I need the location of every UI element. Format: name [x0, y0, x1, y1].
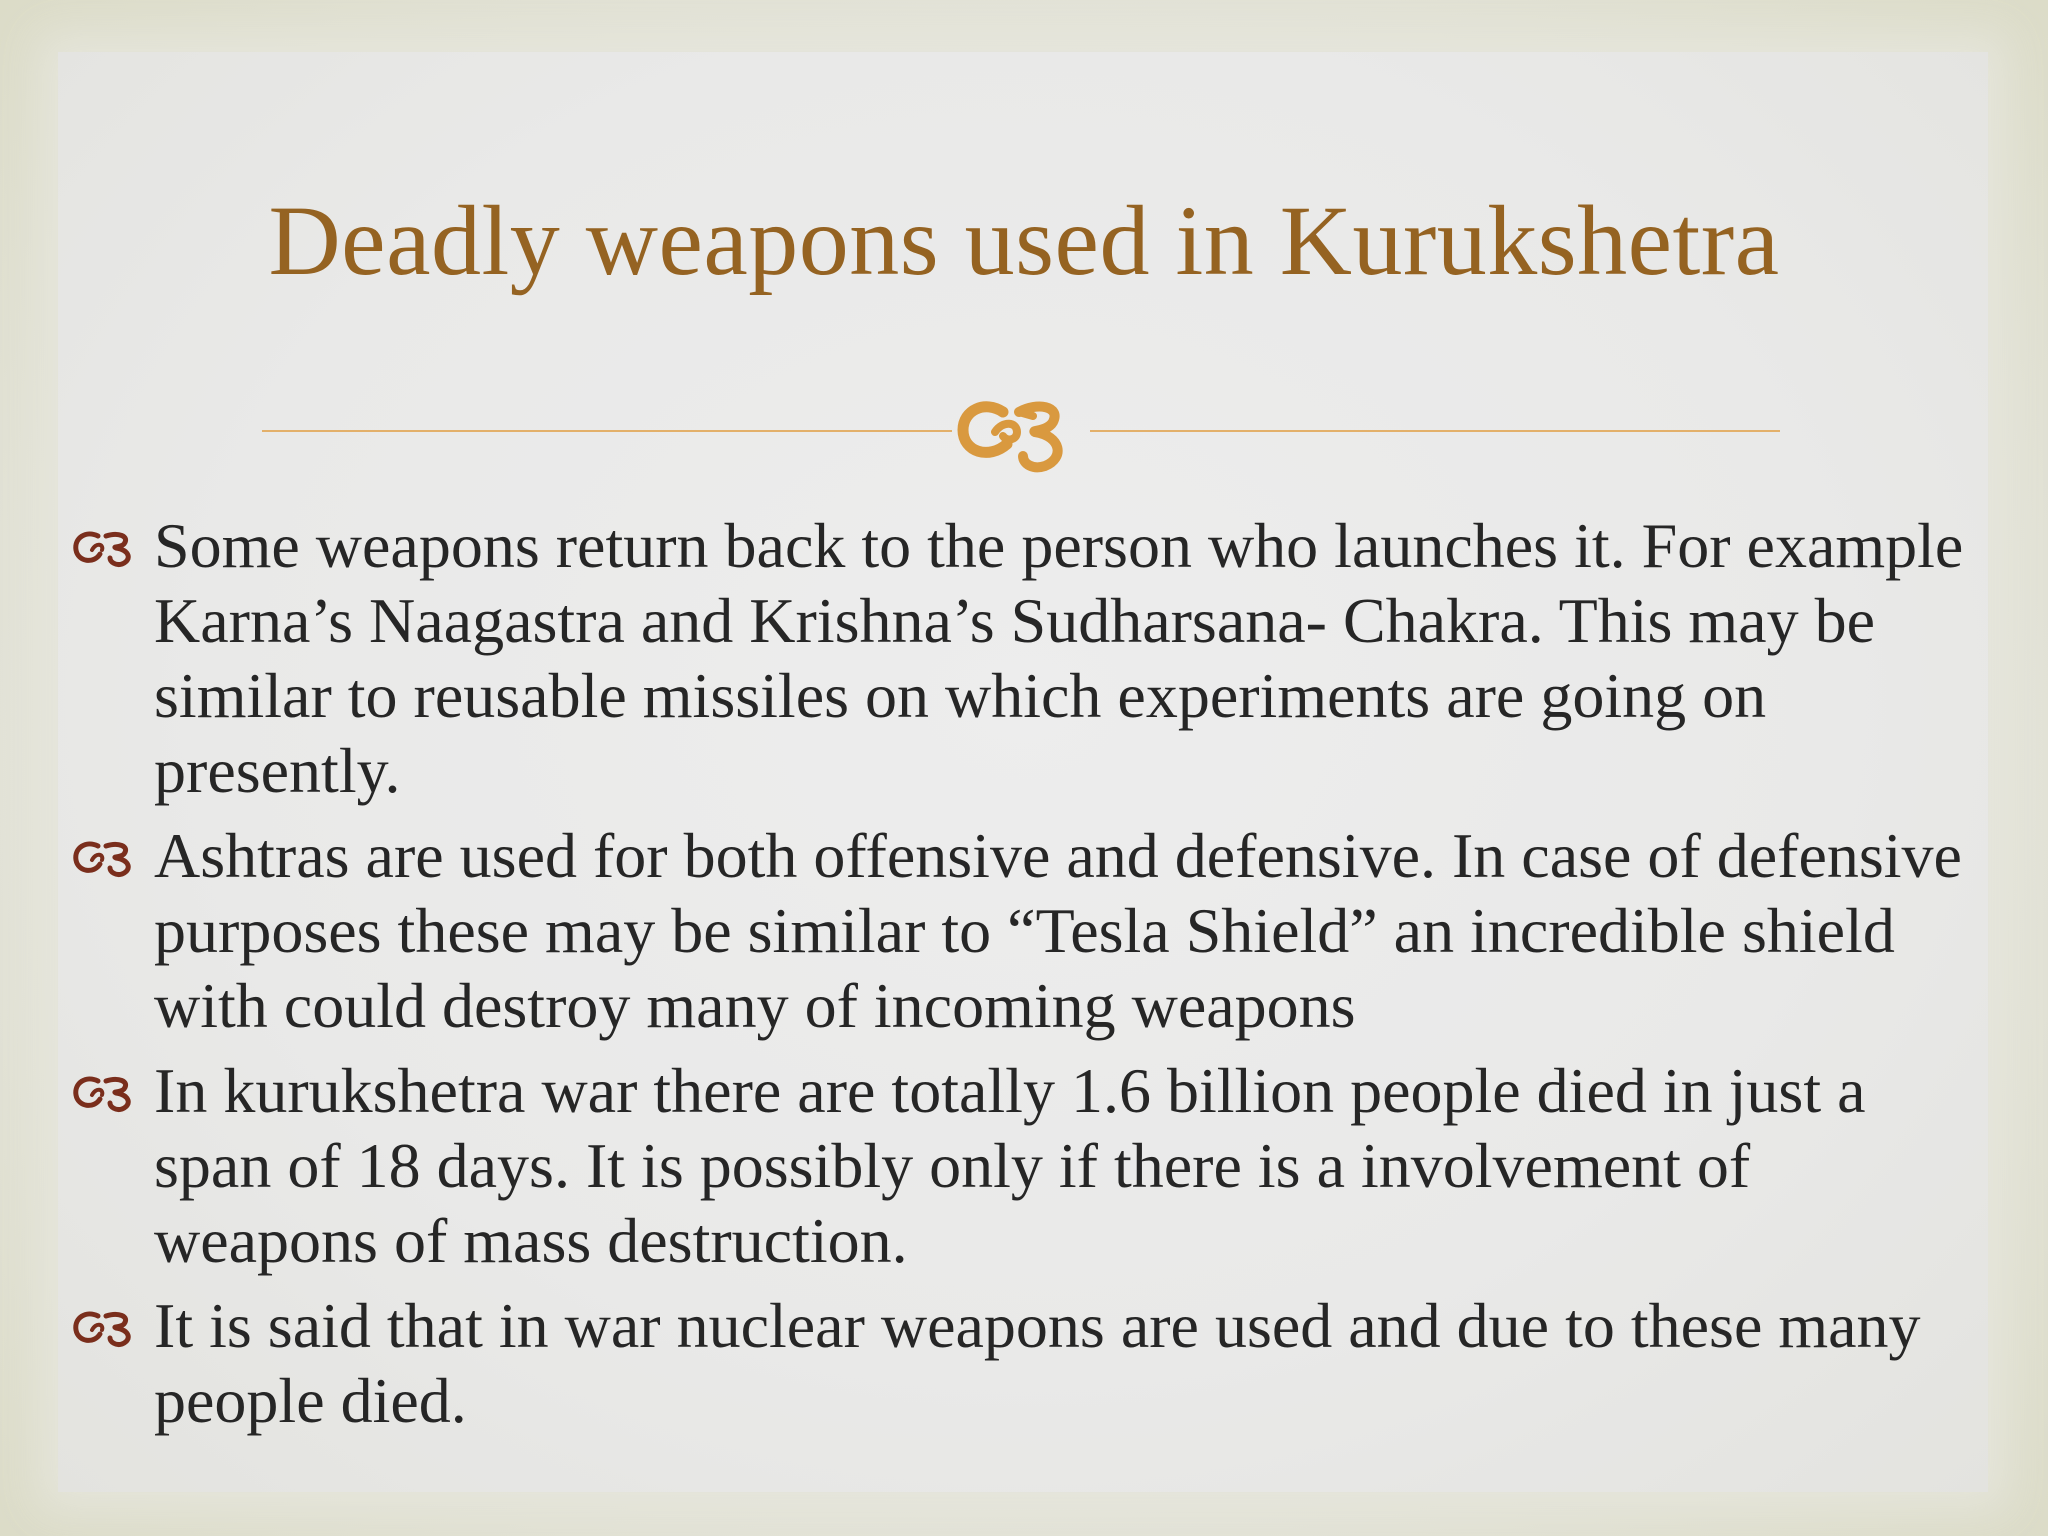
bullet-text: Some weapons return back to the person who launches it. For example Karna’s Naagastra and Krishna’s Sudharsana- Chakra. This may be similar to reusable missiles on which experiments are going on presently.	[154, 510, 1964, 806]
divider-line-left	[262, 430, 952, 432]
curl-bullet-icon	[72, 1073, 136, 1113]
bullet-text: In kurukshetra war there are totally 1.6 billion people died in just a span of 18 days. It is possibly only if there is a involvement of weapons of mass destruction.	[154, 1055, 1866, 1276]
bullet-list	[70, 508, 1970, 1448]
bullet-text: Ashtras are used for both offensive and defensive. In case of defensive purposes these may be similar to “Tesla Shield” an incredible shield with could destroy many of incoming weapons	[154, 820, 1962, 1041]
list-item	[70, 818, 1970, 1043]
list-item	[70, 1288, 1970, 1438]
list-item	[70, 508, 1970, 808]
scroll-ornament-icon	[945, 380, 1095, 480]
curl-bullet-icon	[72, 1308, 136, 1348]
bullet-text: It is said that in war nuclear weapons are used and due to these many people died.	[154, 1290, 1921, 1436]
slide-title: Deadly weapons used in Kurukshetra	[268, 185, 1780, 296]
curl-bullet-icon	[72, 528, 136, 568]
divider-line-right	[1090, 430, 1780, 432]
curl-bullet-icon	[72, 838, 136, 878]
list-item	[70, 1053, 1970, 1278]
